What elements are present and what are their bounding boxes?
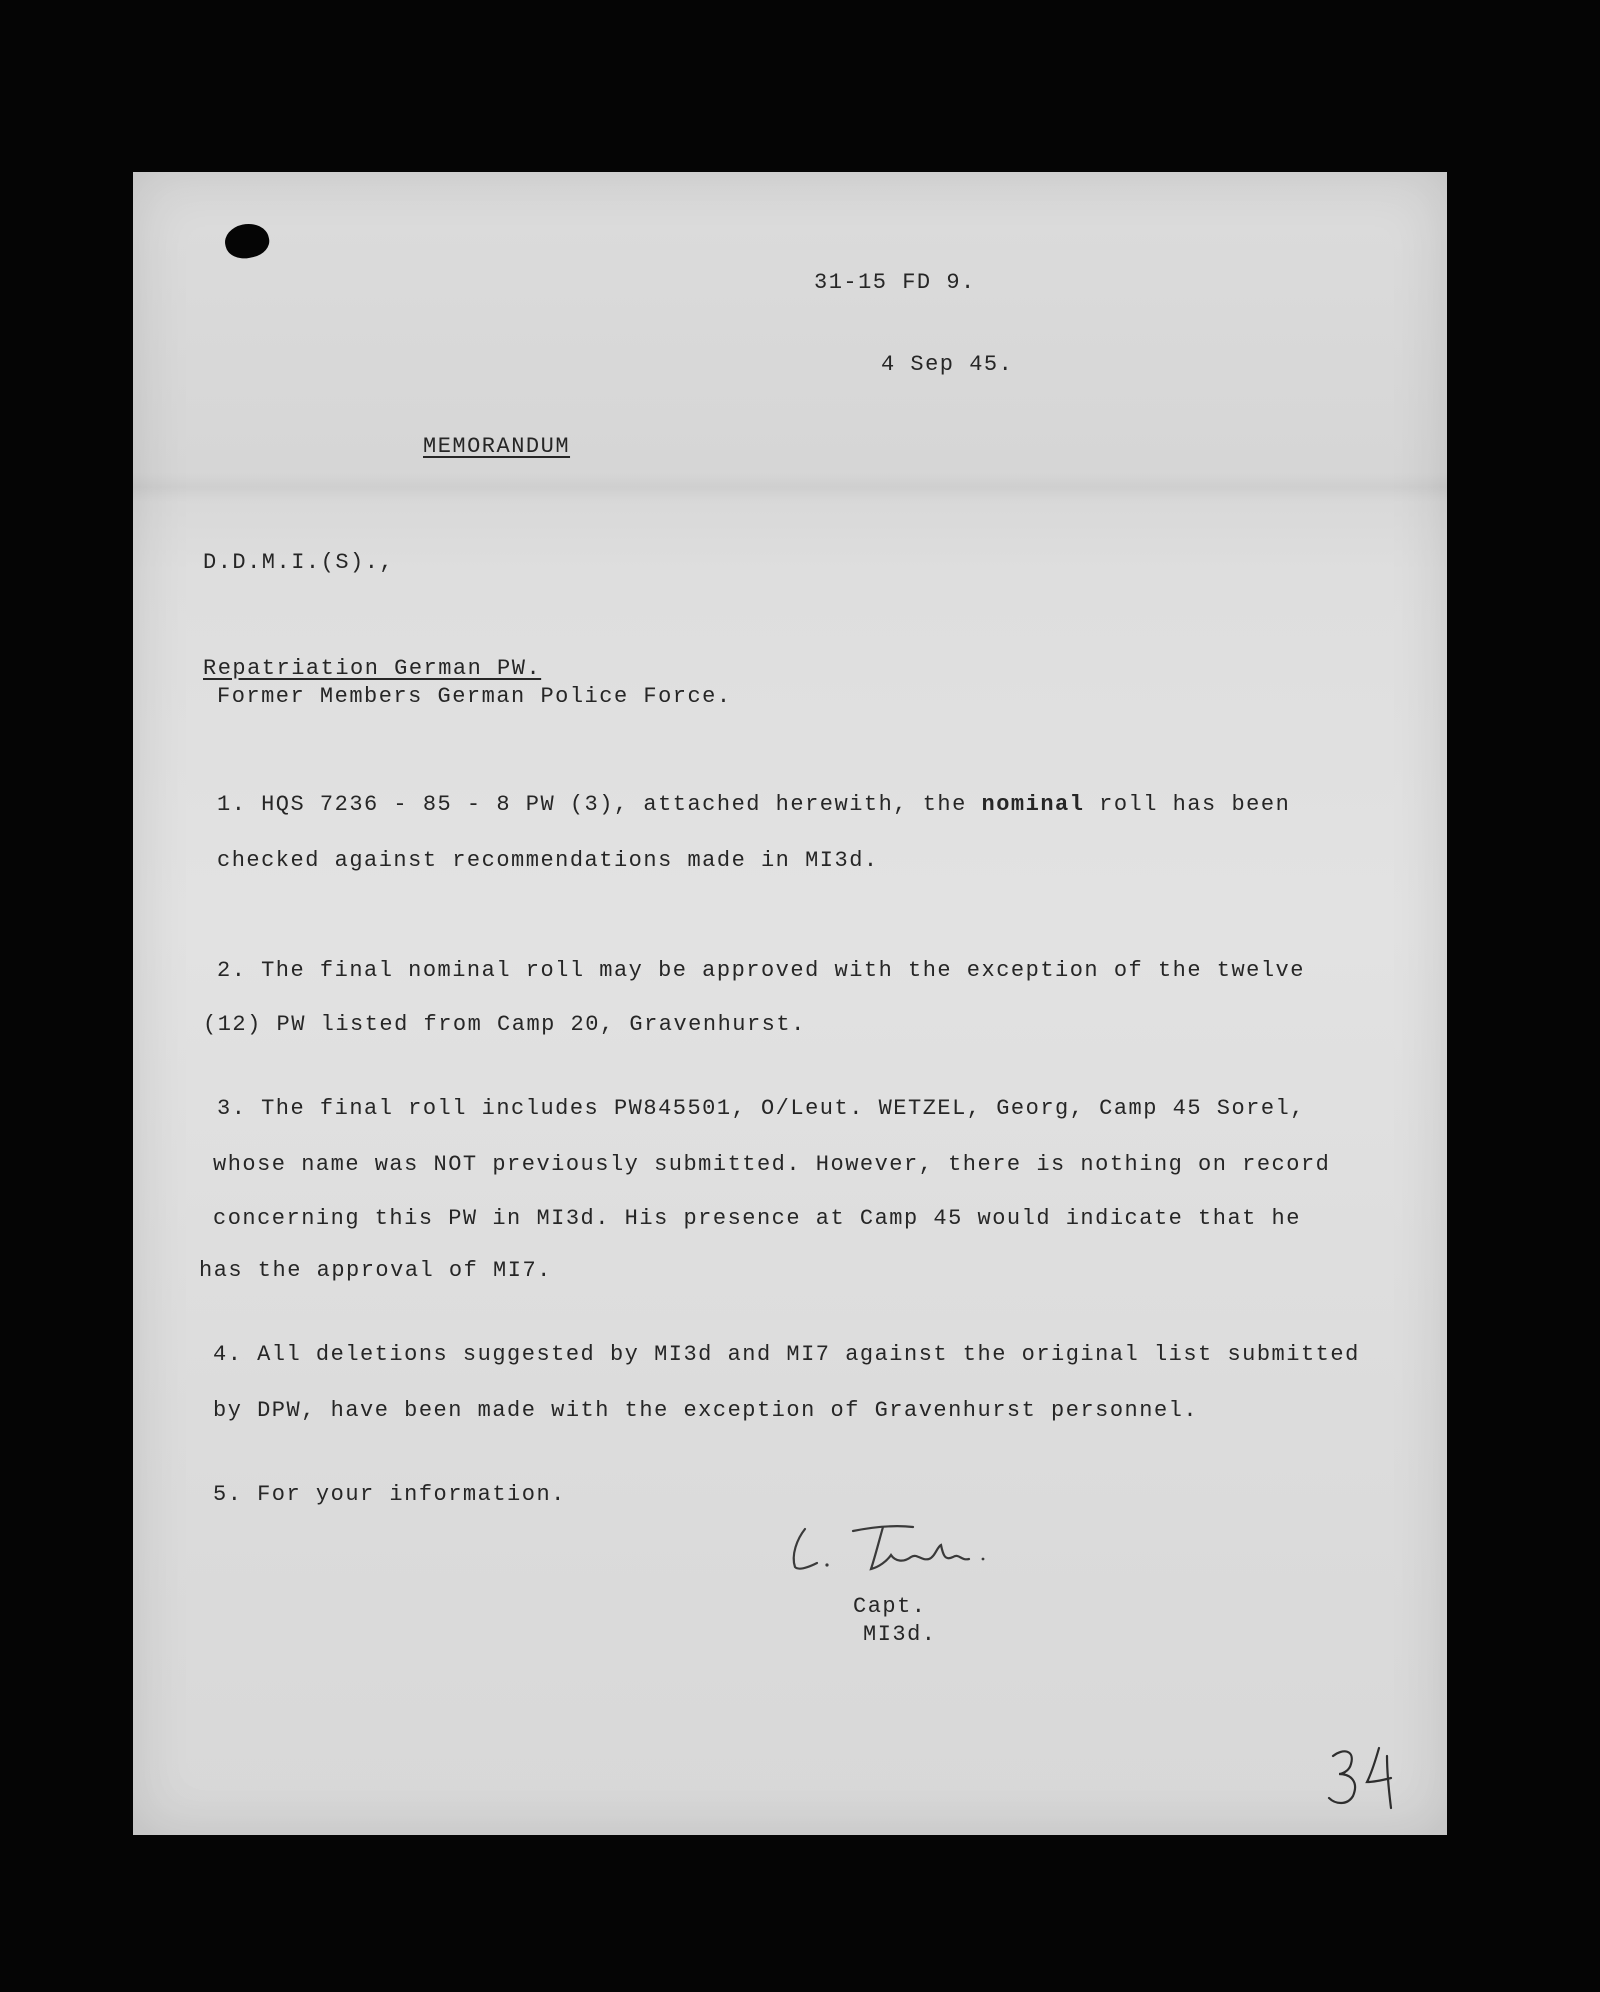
paragraph-1-line-2: checked against recommendations made in MI3d.	[217, 848, 879, 873]
reference-number: 31-15 FD 9.	[814, 270, 976, 295]
handwritten-signature	[783, 1517, 1013, 1577]
memo-page	[133, 172, 1447, 1835]
subject-line-2: Former Members German Police Force.	[217, 684, 732, 709]
punch-hole	[222, 220, 272, 262]
paragraph-3-line-3: concerning this PW in MI3d. His presence at Camp 45 would indicate that he	[213, 1206, 1301, 1231]
signature-unit: MI3d.	[863, 1622, 937, 1647]
paragraph-4-line-2: by DPW, have been made with the exception of Gravenhurst personnel.	[213, 1398, 1199, 1423]
paragraph-3-line-1: 3. The final roll includes PW845501, O/Leut. WETZEL, Georg, Camp 45 Sorel,	[217, 1096, 1305, 1121]
paragraph-3-line-4: has the approval of MI7.	[199, 1258, 552, 1283]
addressee: D.D.M.I.(S).,	[203, 550, 395, 575]
paragraph-3-line-2: whose name was NOT previously submitted. However, there is nothing on record	[213, 1152, 1331, 1177]
paragraph-4-line-1: 4. All deletions suggested by MI3d and MI7 against the original list submitted	[213, 1342, 1360, 1367]
page-number-34	[1321, 1742, 1401, 1812]
subject-line-1: Repatriation German PW.	[203, 656, 542, 681]
paragraph-2-line-2: (12) PW listed from Camp 20, Gravenhurst.	[203, 1012, 806, 1037]
signature-rank: Capt.	[853, 1594, 927, 1619]
paragraph-1-line-1: 1. HQS 7236 - 85 - 8 PW (3), attached herewith, the nominal roll has been	[217, 792, 1291, 817]
paragraph-2-line-1: 2. The final nominal roll may be approved with the exception of the twelve	[217, 958, 1305, 983]
paragraph-5-line-1: 5. For your information.	[213, 1482, 566, 1507]
memo-title: MEMORANDUM	[423, 434, 571, 459]
memo-date: 4 Sep 45.	[881, 352, 1014, 377]
